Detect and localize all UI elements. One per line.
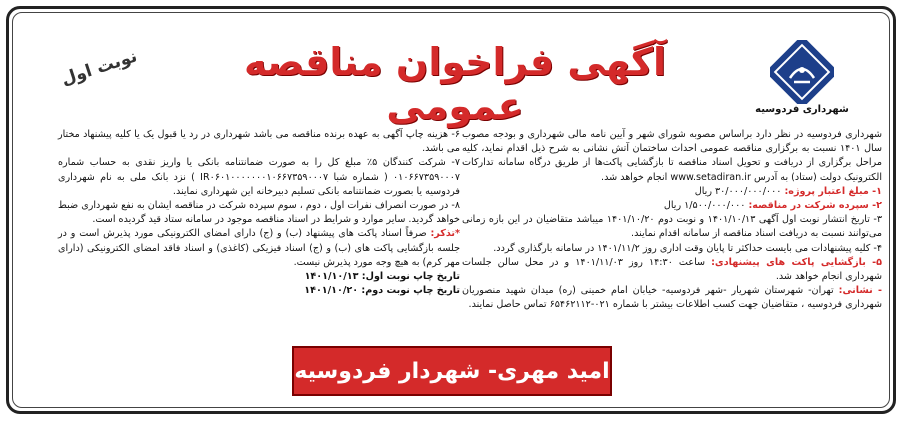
item-address [462, 284, 882, 312]
item-value: تهران- شهرستان شهریار -شهر فردوسیه- خیابان امام خمینی (ره) میدان شهید منصوریان شهرداری فردوسیه ، متقاضیان جهت کسب اطلاعات بیشتر با شماره ۰۲۱-۶۵۴۶۲۱۱۲ تماس حاصل نمایند. [462, 285, 882, 311]
signature-text: امید مهری- شهردار فردوسیه [294, 358, 610, 384]
page-title: آگهی فراخوان مناقصه عمومی [243, 40, 666, 128]
item-value: ساعت ۱۴:۳۰ روز ۱۴۰۱/۱۱/۰۳ و در محل سالن جلسات شهرداری انجام خواهد شد. [462, 256, 882, 283]
note-text: صرفاً اسناد پاکت های پیشنهاد (ب) و (ج) دارای امضای الکترونیکی مورد پذیرش است و در جلسه بازگشایی پاکت های (ب) و (ج) اسناد فیزیکی (کاغذی) و اسناد فاقد امضای الکترونیکی (دارای مهر کرم) به هیچ وجه مورد پذیرش نیست. [58, 228, 460, 268]
item-label: ۲- سپرده شرکت در مناقصه: [748, 200, 882, 212]
item-label: - نشانی: [838, 285, 882, 297]
org-name: شهرداری فردوسیه [755, 104, 849, 115]
municipality-logo-icon [770, 40, 834, 104]
item-project-budget [462, 185, 882, 199]
print-date-first: تاریخ چاپ نوبت اول: ۱۴۰۱/۱۰/۱۳ [304, 271, 460, 283]
item-deposit [462, 199, 882, 213]
signature-banner [292, 346, 612, 396]
item-value: ۱/۵۰۰/۰۰۰/۰۰۰ ریال [663, 200, 746, 212]
item-submission-deadline: ۴- کلیه پیشنهادات می بایست حداکثر تا پایان وقت اداری روز ۱۴۰۱/۱۱/۲ در سامانه بارگذاری گردد. [493, 242, 882, 254]
item-bid-opening [462, 256, 882, 284]
item-label: ۵- بازگشایی پاکت های پیشنهادی: [711, 256, 882, 268]
item-value: ۳۰/۰۰۰/۰۰۰/۰۰۰ ریال [694, 185, 782, 197]
item-publication-dates: ۳- تاریخ انتشار نوبت اول آگهی ۱۴۰۱/۱۰/۱۳ و نوبت دوم ۱۴۰۱/۱۰/۲۰ میباشد متقاضیان در این بازه زمانی می‌توانند نسبت به دریافت اسناد مناقصه از سامانه اقدام نمایند. [462, 214, 882, 240]
item-note [58, 227, 460, 270]
item-guarantee: ۷- شرکت کنندگان ۵٪ مبلغ کل را به صورت ضمانتنامه بانکی یا واریز نقدی به حساب شماره ۰۱۰۶۶۷۳۵۹۰۰۰۷ ( شماره شبا IR۰۶۰۱۰۰۰۰۰۰۰۱۰۶۶۷۳۵۹۰۰۰۷ ) نزد بانک ملی به نام شهرداری فردوسیه یا بصورت ضمانتنامه بانکی تسلیم دبیرخانه این شهرداری نمایند. [58, 157, 461, 197]
print-date-second: تاریخ چاپ نوبت دوم: ۱۴۰۱/۱۰/۲۰ [304, 285, 460, 297]
left-column [58, 128, 460, 298]
item-withdrawal: ۸- در صورت انصراف نفرات اول ، دوم ، سوم سپرده شرکت در مناقصه ایشان به نفع شهرداری ضبط خواهد گردید. سایر موارد و شرایط در اسناد مناقصه موجود در سامانه ستاد قید گردیده است. [58, 200, 460, 226]
item-label: ۱- مبلغ اعتبار پروژه: [784, 185, 882, 197]
intro-paragraph: شهرداری فردوسیه در نظر دارد براساس مصوبه شورای شهر و آیین نامه مالی شهرداری و بودجه مصوب سال ۱۴۰۱ نسبت به برگزاری مناقصه عمومی احداث ساختمان آتش نشانی به شرح ذیل اقدام نماید، کلیه مراحل برگزاری از دریافت و تحویل اسناد مناقصه تا بازگشایی پاکت‌ها از طریق درگاه سامانه تدارکات الکترونیک دولت (ستاد) به آدرس www.setadiran.ir انجام خواهد شد. [462, 129, 883, 183]
right-column [462, 128, 882, 313]
round-label: نوبت اول [58, 46, 140, 90]
item-ad-cost: ۶- هزینه چاپ آگهی به عهده برنده مناقصه می باشد شهرداری در رد یا قبول یک یا کلیه پیشنهاد مختار می باشد. [58, 129, 460, 155]
note-label: *تذکر: [430, 228, 460, 240]
